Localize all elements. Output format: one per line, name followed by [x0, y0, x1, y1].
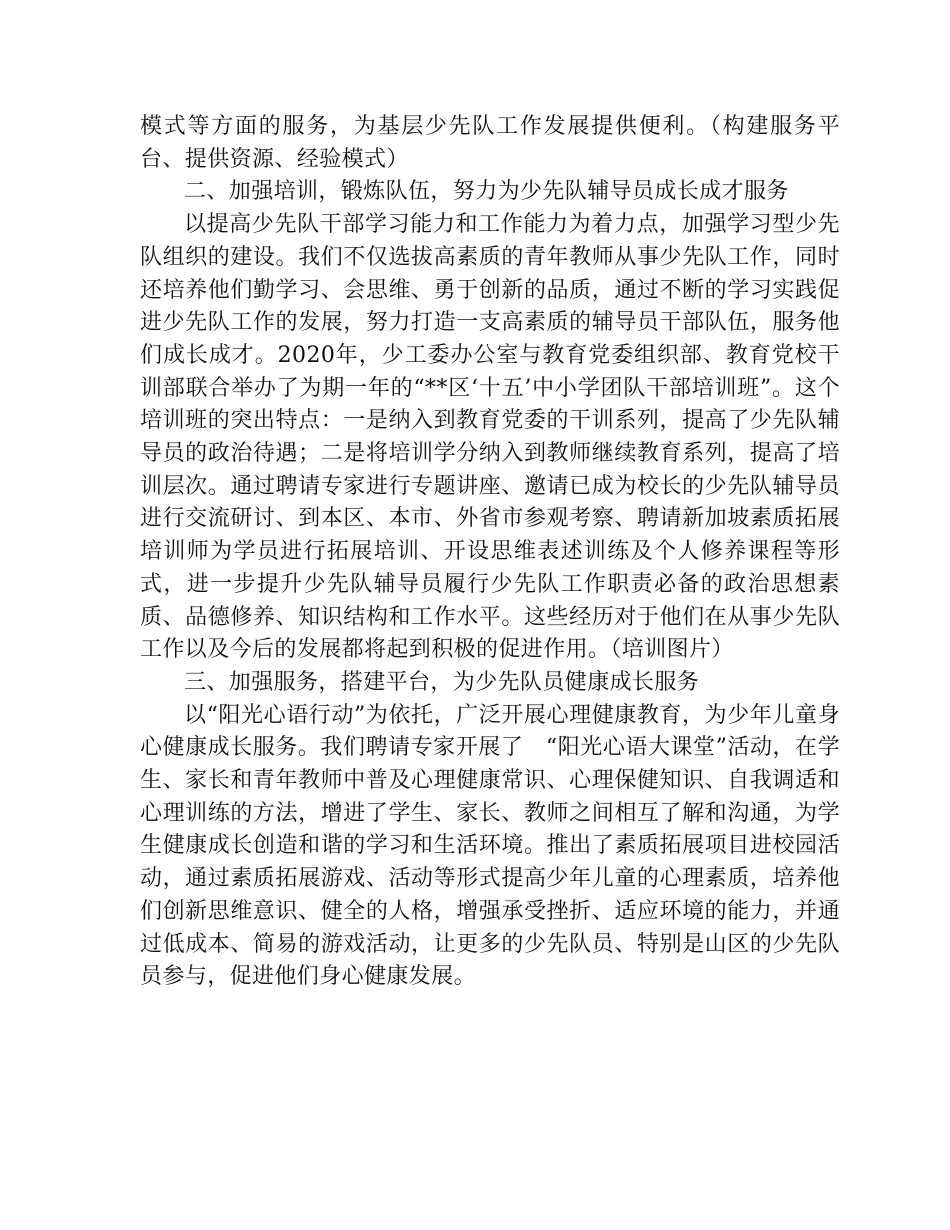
section-heading-3: 三、加强服务，搭建平台，为少先队员健康成长服务	[184, 669, 700, 695]
section-heading-2: 二、加强培训，锻炼队伍，努力为少先队辅导员成长成才服务	[184, 179, 789, 205]
document-body	[140, 111, 840, 994]
paragraph-mental-health: 以“阳光心语行动”为依托，广泛开展心理健康教育，为少年儿童身心健康成长服务。我们聘请专家开展了 “阳光心语大课堂”活动，在学生、家长和青年教师中普及心理健康常识、心理保健知识、自我调适和心理训练的方法，增进了学生、家长、教师之间相互了解和沟通，为学生健康成长创造和谐的学习和生活环境。推出了素质拓展项目进校园活动，通过素质拓展游戏、活动等形式提高少年儿童的心理素质，培养他们创新思维意识、健全的人格，增强承受挫折、适应环境的能力，并通过低成本、简易的游戏活动，让更多的少先队员、特别是山区的少先队员参与，促进他们身心健康发展。	[140, 702, 840, 990]
paragraph-training: 以提高少先队干部学习能力和工作能力为着力点，加强学习型少先队组织的建设。我们不仅选拔高素质的青年教师从事少先队工作，同时还培养他们勤学习、会思维、勇于创新的品质，通过不断的学习实践促进少先队工作的发展，努力打造一支高素质的辅导员干部队伍，服务他们成长成才。2020年，少工委办公室与教育党委组织部、教育党校干训部联合举办了为期一年的“**区‘十五’中小学团队干部培训班”。这个培训班的突出特点：一是纳入到教育党委的干训系列，提高了少先队辅导员的政治待遇；二是将培训学分纳入到教师继续教育系列，提高了培训层次。通过聘请专家进行专题讲座、邀请已成为校长的少先队辅导员进行交流研讨、到本区、本市、外省市参观考察、聘请新加坡素质拓展培训师为学员进行拓展培训、开设思维表述训练及个人修养课程等形式，进一步提升少先队辅导员履行少先队工作职责必备的政治思想素质、品德修养、知识结构和工作水平。这些经历对于他们在从事少先队工作以及今后的发展都将起到积极的促进作用。（培训图片）	[140, 212, 840, 663]
paragraph-continuation: 模式等方面的服务，为基层少先队工作发展提供便利。（构建服务平台、提供资源、经验模式）	[140, 114, 840, 172]
